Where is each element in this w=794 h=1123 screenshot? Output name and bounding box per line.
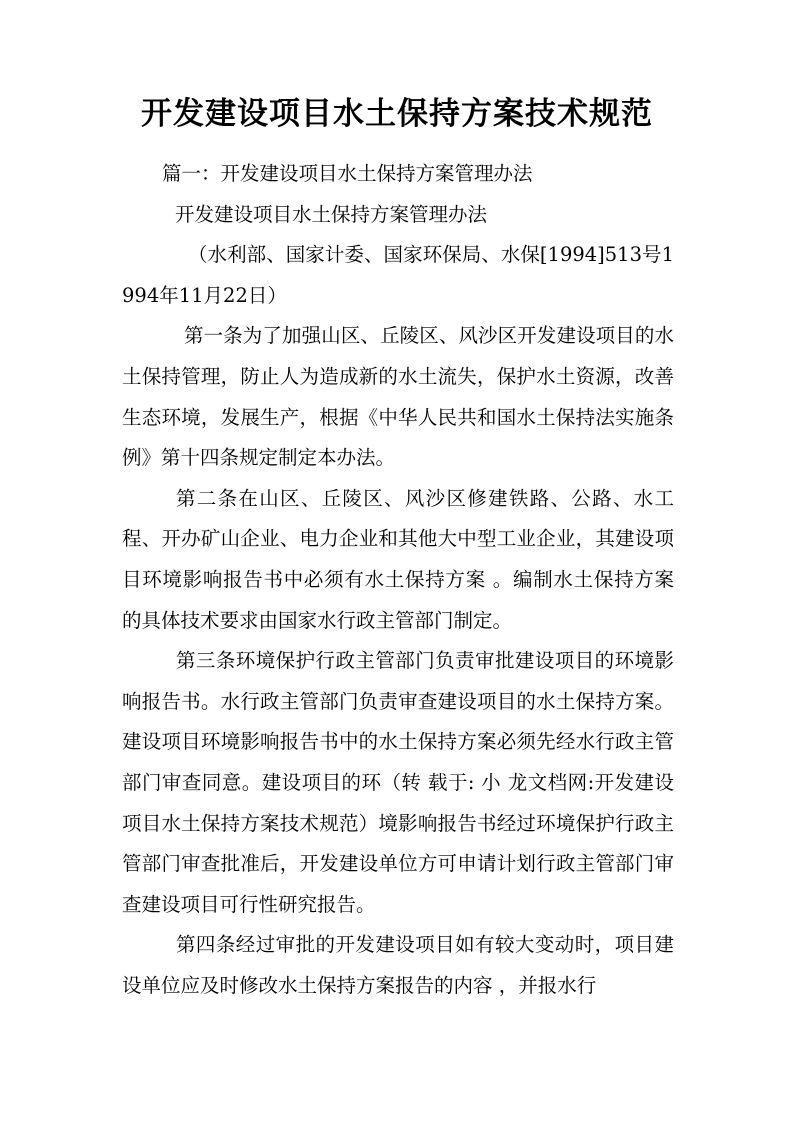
article-4: 第四条经过审批的开发建设项目如有较大变动时，项目建设单位应及时修改水土保持方案报告的内容 ，并报水行	[122, 933, 674, 997]
document-title: 开发建设项目水土保持方案技术规范	[141, 96, 653, 132]
document-body	[122, 154, 674, 1006]
article-3: 第三条环境保护行政主管部门负责审批建设项目的环境影响报告书。水行政主管部门负责审查建设项目的水土保持方案。建设项目环境影响报告书中的水土保持方案必须先经水行政主管部门审查同意。建设项目的环（转 载于: 小 龙文档网:开发建设项目水土保持方案技术规范）境影响报告书经过环境保护行政主管部门审查批准后，开发建设单位方可申请计划行政主管部门审查建设项目可行性研究报告。	[122, 649, 674, 916]
article-1: 第一条为了加强山区、丘陵区、风沙区开发建设项目的水土保持管理，防止人为造成新的水土流失，保护水土资源，改善生态环境，发展生产，根据《中华人民共和国水土保持法实施条例》第十四条规定制定本办法。	[122, 324, 674, 470]
regulation-subtitle: 开发建设项目水土保持方案管理办法	[175, 202, 488, 226]
chapter-heading: 篇一：开发建设项目水土保持方案管理办法	[162, 162, 533, 185]
source-note: （水利部、国家计委、国家环保局、水保[1994]513号1994年11月22日）	[122, 243, 674, 307]
article-2: 第二条在山区、丘陵区、风沙区修建铁路、公路、水工程、开办矿山企业、电力企业和其他大中型工业企业，其建设项目环境影响报告书中必须有水土保持方案 。编制水土保持方案的具体技术要求由国家水行政主管部门制定。	[122, 486, 674, 632]
